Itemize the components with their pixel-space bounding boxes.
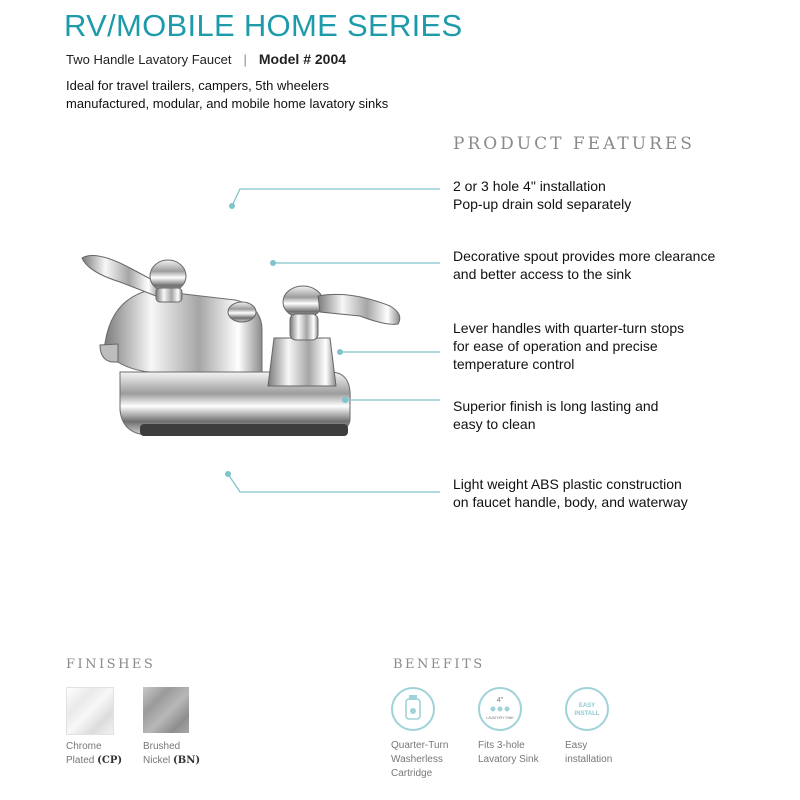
description-line: Ideal for travel trailers, campers, 5th wheelers xyxy=(66,78,329,93)
left-handle-lever xyxy=(82,256,160,296)
benefit-line: Quarter-Turn xyxy=(391,740,449,751)
spout-tip xyxy=(100,344,118,362)
finish-code: (BN) xyxy=(173,755,201,766)
easy-icon-line1: EASY xyxy=(578,703,596,709)
feature-line: Light weight ABS plastic construction xyxy=(453,476,682,492)
easy-icon-line2: INSTALL xyxy=(574,711,600,717)
benefit-caption xyxy=(478,739,539,767)
benefit-line: installation xyxy=(565,754,613,765)
benefits-heading: BENEFITS xyxy=(393,657,485,672)
description-line: manufactured, modular, and mobile home lavatory sinks xyxy=(66,96,389,111)
feature-line: Decorative spout provides more clearance xyxy=(453,248,716,264)
callout-dot xyxy=(229,203,235,209)
right-valve-body xyxy=(268,338,336,386)
feature-line: Lever handles with quarter-turn stops xyxy=(453,320,685,336)
feature-item xyxy=(453,177,631,213)
finish-name: Plated xyxy=(66,755,95,766)
feature-item xyxy=(453,247,715,283)
feature-line: and better access to the sink xyxy=(453,266,632,282)
finish-caption-cp xyxy=(66,740,122,768)
benefit-caption xyxy=(565,739,612,767)
divider: | xyxy=(243,52,247,67)
popup-knob xyxy=(228,302,256,322)
callout-dot xyxy=(270,260,276,266)
left-handle-cap xyxy=(150,260,186,292)
cartridge-icon xyxy=(391,687,435,731)
right-handle-cap xyxy=(283,286,323,318)
feature-item xyxy=(453,475,688,511)
left-handle-neck xyxy=(156,288,182,302)
finish-name: Nickel xyxy=(143,755,171,766)
finish-caption-bn xyxy=(143,740,200,768)
feature-line: for ease of operation and precise xyxy=(453,338,658,354)
lavatory-icon-top: 4" xyxy=(496,697,504,704)
feature-item xyxy=(453,319,684,373)
feature-line: on faucet handle, body, and waterway xyxy=(453,494,688,510)
features-heading: PRODUCT FEATURES xyxy=(453,134,695,154)
finishes-heading: FINISHES xyxy=(66,657,156,672)
callout-dot xyxy=(337,349,343,355)
benefit-line: Cartridge xyxy=(391,768,433,779)
page-title: RV/MOBILE HOME SERIES xyxy=(64,8,463,43)
lavatory-icon-bottom: LAVATORY SINK xyxy=(486,716,514,720)
model-number: Model # 2004 xyxy=(258,51,347,67)
benefit-line: Easy xyxy=(565,740,588,751)
feature-line: temperature control xyxy=(453,356,575,372)
right-handle-neck xyxy=(290,314,318,340)
finish-code: (CP) xyxy=(97,755,123,766)
callout-dot xyxy=(342,397,348,403)
feature-item xyxy=(453,397,658,433)
easy-install-icon xyxy=(565,687,609,731)
benefit-line: Lavatory Sink xyxy=(478,754,539,765)
right-handle-lever xyxy=(318,294,400,324)
chrome-plated-swatch xyxy=(66,687,114,735)
brushed-nickel-swatch xyxy=(143,687,189,733)
benefit-line: Fits 3-hole xyxy=(478,740,525,751)
feature-line: easy to clean xyxy=(453,416,536,432)
feature-line: Pop-up drain sold separately xyxy=(453,196,632,212)
finish-name: Brushed xyxy=(143,741,181,752)
benefit-line: Washerless xyxy=(391,754,443,765)
benefit-caption xyxy=(391,739,448,781)
three-hole-sink-icon xyxy=(478,687,522,731)
finish-name: Chrome xyxy=(66,741,102,752)
feature-line: 2 or 3 hole 4" installation xyxy=(453,178,606,194)
faucet-base-bottom xyxy=(140,424,348,436)
product-type: Two Handle Lavatory Faucet xyxy=(66,52,232,67)
feature-line: Superior finish is long lasting and xyxy=(453,398,659,414)
callout-dot xyxy=(225,471,231,477)
